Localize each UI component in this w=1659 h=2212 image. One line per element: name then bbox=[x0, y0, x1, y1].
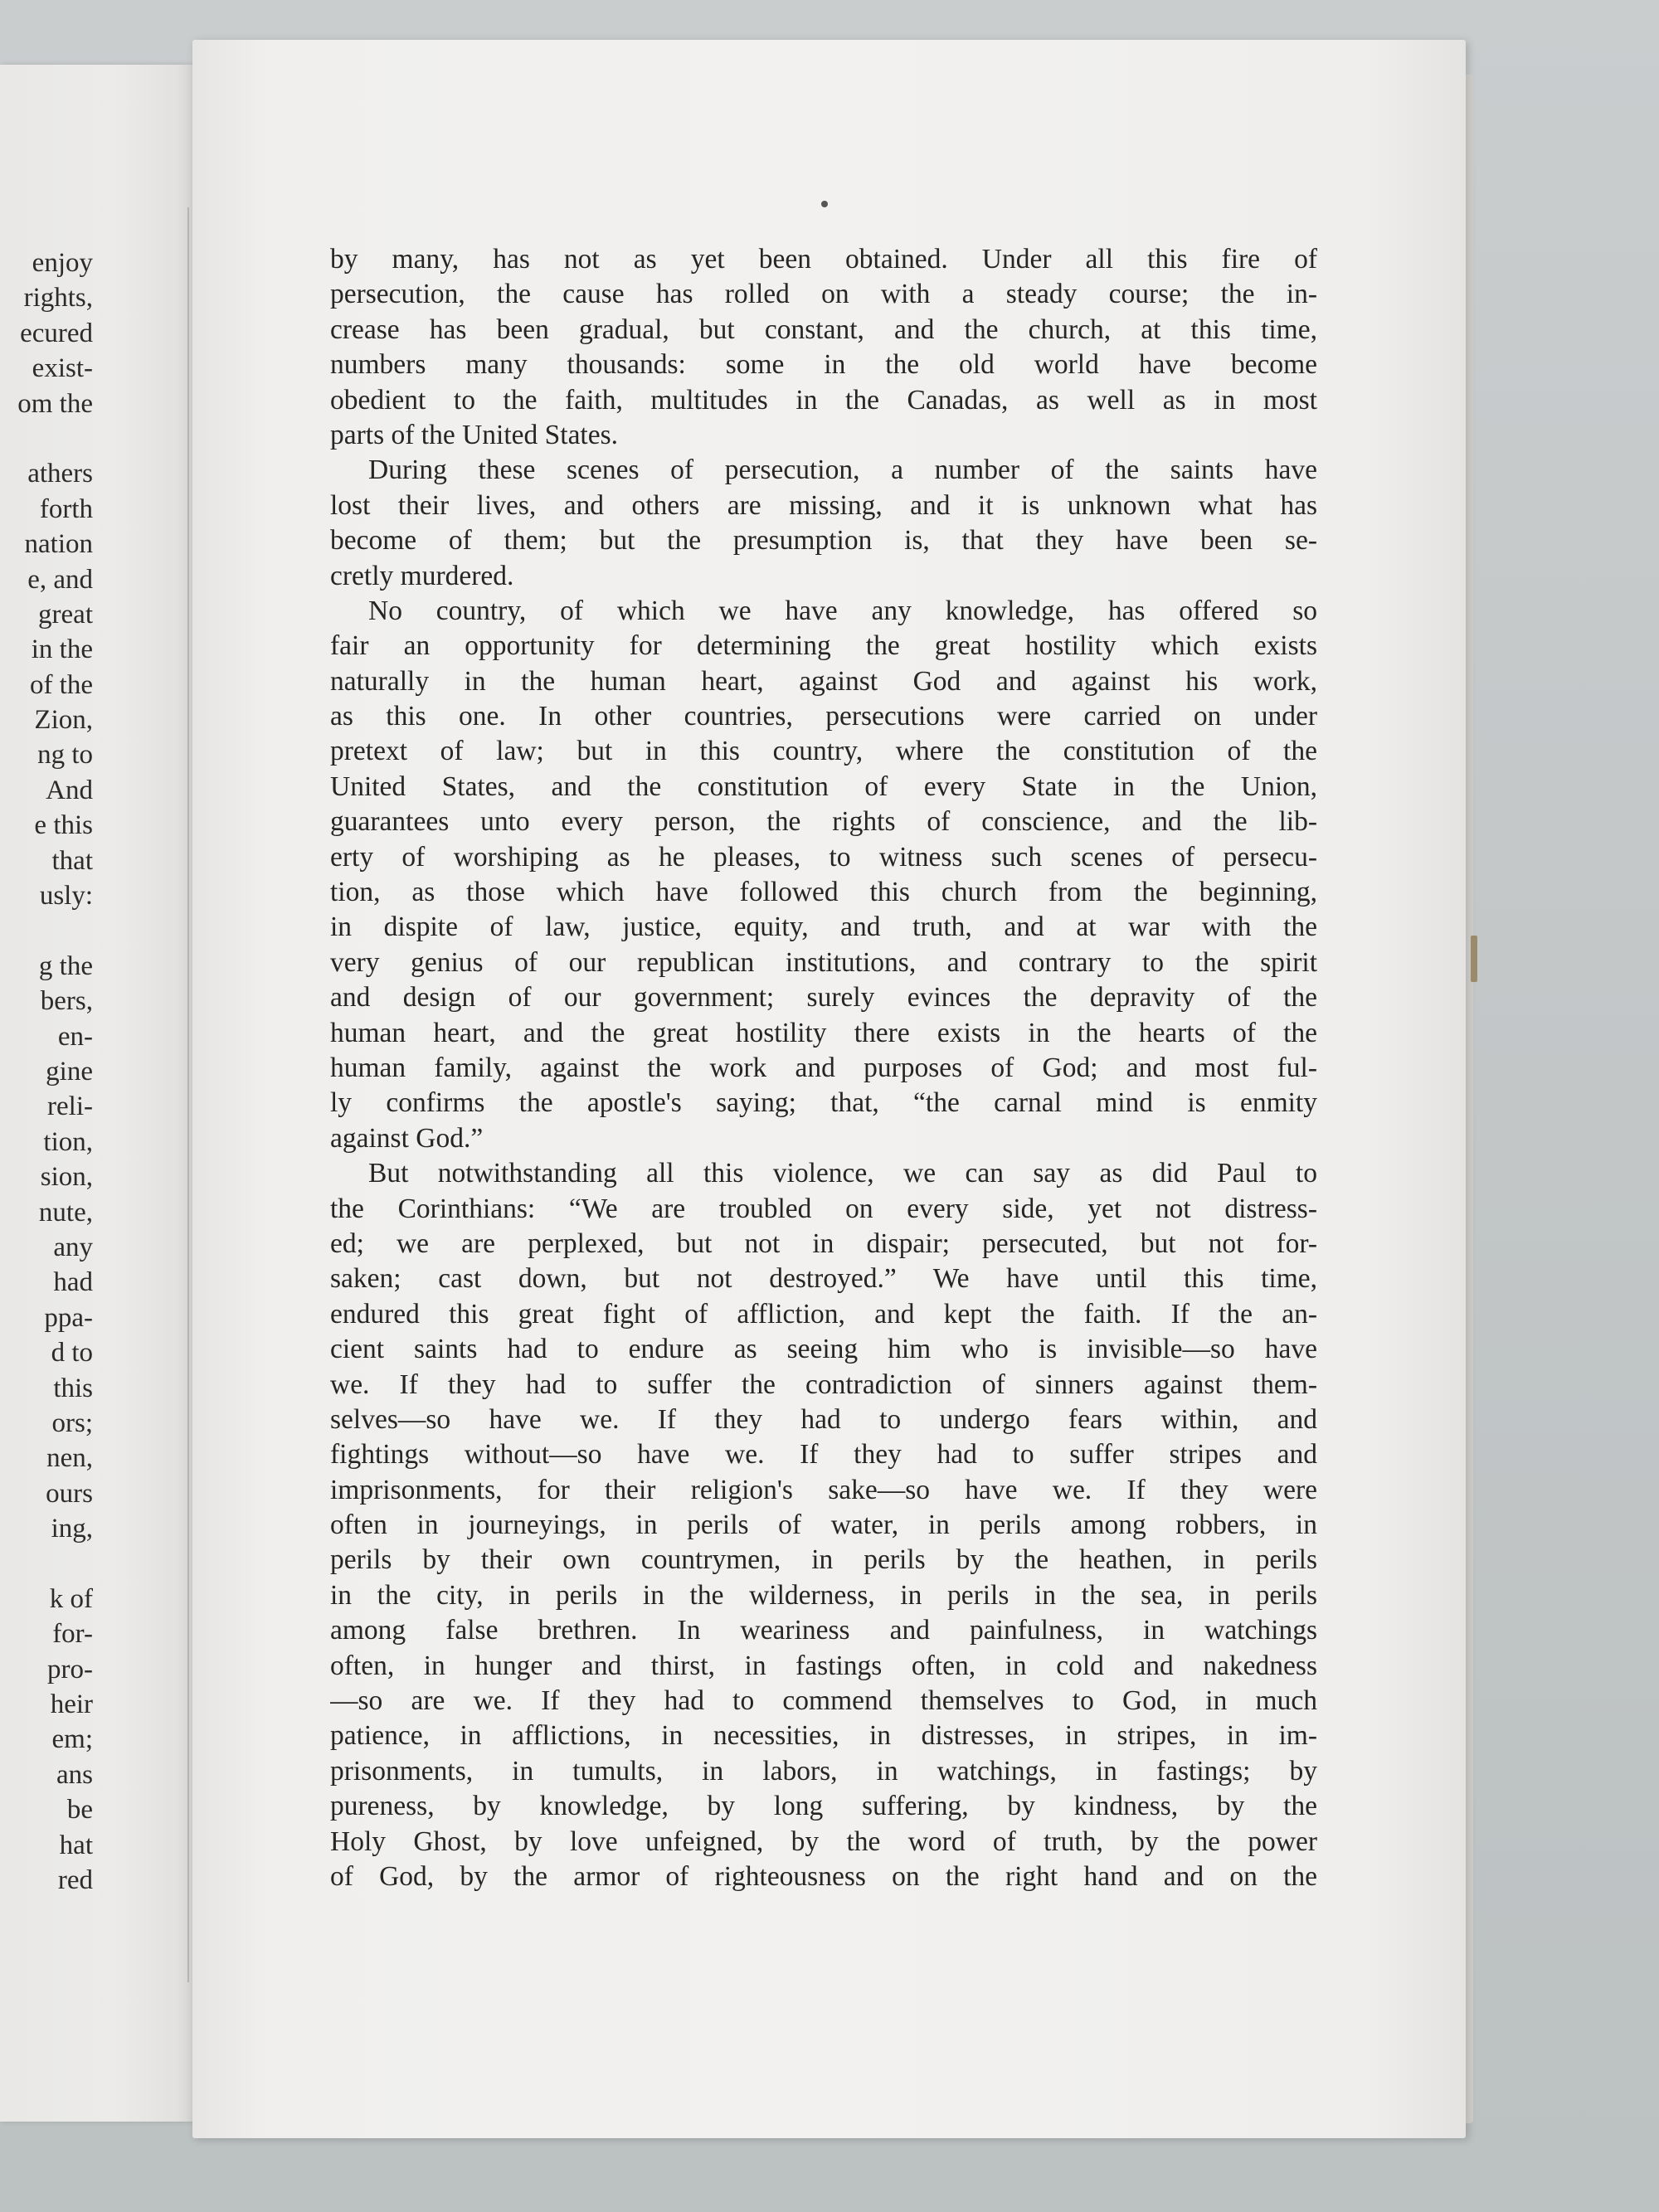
left-line: ors; bbox=[51, 1407, 93, 1438]
left-line: pro- bbox=[47, 1654, 93, 1685]
left-line: this bbox=[53, 1373, 93, 1403]
left-line: heir bbox=[50, 1689, 93, 1720]
text-line: by many, has not as yet been obtained. Under all this fire of bbox=[330, 244, 1317, 275]
text-line: cretly murdered. bbox=[330, 560, 514, 591]
text-line: crease has been gradual, but constant, and the church, at this time, bbox=[330, 314, 1317, 345]
left-page bbox=[0, 65, 192, 2122]
left-line: ing, bbox=[51, 1514, 93, 1544]
left-line: tion, bbox=[43, 1126, 93, 1157]
left-line: gine bbox=[46, 1056, 93, 1087]
left-line: had bbox=[53, 1267, 93, 1298]
text-line: parts of the United States. bbox=[330, 419, 619, 450]
left-line: Zion, bbox=[34, 705, 93, 736]
left-line: ours bbox=[46, 1478, 93, 1509]
text-line: very genius of our republican institutions, and contrary to the spirit bbox=[330, 946, 1317, 978]
left-line: g the bbox=[38, 950, 93, 981]
text-line: ly confirms the apostle's saying; that, “the carnal mind is enmity bbox=[330, 1087, 1317, 1119]
left-line: d to bbox=[51, 1338, 93, 1369]
text-line: human heart, and the great hostility there exists in the hearts of the bbox=[330, 1017, 1317, 1048]
left-line: be bbox=[66, 1795, 93, 1826]
text-line: guarantees unto every person, the rights of conscience, and the lib- bbox=[330, 806, 1317, 838]
text-line: ed; we are perplexed, but not in dispair; persecuted, but not for- bbox=[330, 1228, 1317, 1259]
text-line: fightings without—so have we. If they had to suffer stripes and bbox=[330, 1439, 1317, 1471]
left-line: e this bbox=[34, 810, 93, 841]
text-line: tion, as those which have followed this church from the beginning, bbox=[330, 877, 1317, 908]
left-line: nen, bbox=[46, 1443, 93, 1474]
left-line: rights, bbox=[23, 283, 93, 314]
text-line: endured this great fight of affliction, and kept the faith. If the an- bbox=[330, 1298, 1317, 1330]
left-line: that bbox=[51, 845, 93, 876]
book-gutter bbox=[187, 207, 189, 1982]
left-line: em; bbox=[51, 1724, 93, 1755]
text-line: often in journeyings, in perils of water, in perils among robbers, in bbox=[330, 1510, 1317, 1541]
left-line: exist- bbox=[32, 353, 93, 384]
left-line: ecured bbox=[20, 318, 93, 348]
text-line: saken; cast down, but not destroyed.” We have until this time, bbox=[330, 1263, 1317, 1295]
left-line: reli- bbox=[47, 1091, 93, 1122]
text-line: lost their lives, and others are missing, and it is unknown what has bbox=[330, 489, 1317, 521]
left-line: bers, bbox=[40, 986, 93, 1017]
text-line: become of them; but the presumption is, that they have been se- bbox=[330, 525, 1317, 557]
text-line: against God.” bbox=[330, 1122, 484, 1154]
text-line: persecution, the cause has rolled on with a steady course; the in- bbox=[330, 279, 1317, 310]
left-line: And bbox=[46, 775, 93, 805]
text-line: numbers many thousands: some in the old world have become bbox=[330, 349, 1317, 381]
text-line: United States, and the constitution of every State in the Union, bbox=[330, 771, 1317, 802]
left-line: hat bbox=[59, 1830, 93, 1860]
paragraph-gap bbox=[0, 421, 93, 456]
left-line: in the bbox=[31, 634, 93, 665]
text-line: During these scenes of persecution, a number of the saints have bbox=[368, 455, 1317, 486]
text-line: and design of our government; surely evinces the depravity of the bbox=[330, 982, 1317, 1014]
text-line: But notwithstanding all this violence, we can say as did Paul to bbox=[368, 1158, 1317, 1189]
text-line: the Corinthians: “We are troubled on every side, yet not distress- bbox=[330, 1193, 1317, 1224]
text-line: human family, against the work and purposes of God; and most ful- bbox=[330, 1052, 1317, 1083]
text-line: in the city, in perils in the wilderness, in perils in the sea, in perils bbox=[330, 1579, 1317, 1611]
printer-mark bbox=[821, 201, 828, 207]
left-line: of the bbox=[29, 669, 93, 700]
left-line: forth bbox=[39, 493, 93, 524]
text-line: perils by their own countrymen, in perils by the heathen, in perils bbox=[330, 1544, 1317, 1576]
text-line: selves—so have we. If they had to undergo fears within, and bbox=[330, 1403, 1317, 1435]
left-line: ans bbox=[56, 1759, 93, 1790]
text-line: among false brethren. In weariness and painfulness, in watchings bbox=[330, 1615, 1317, 1646]
left-line: e, and bbox=[27, 564, 93, 595]
text-line: Holy Ghost, by love unfeigned, by the word of truth, by the power bbox=[330, 1826, 1317, 1857]
binding-stain bbox=[1471, 936, 1477, 982]
paragraph-gap bbox=[0, 1546, 93, 1581]
left-line: for- bbox=[52, 1619, 93, 1650]
text-line: of God, by the armor of righteousness on the right hand and on the bbox=[330, 1860, 1317, 1892]
text-line: often, in hunger and thirst, in fastings often, in cold and nakedness bbox=[330, 1650, 1317, 1681]
left-line: any bbox=[53, 1232, 93, 1262]
text-line: No country, of which we have any knowledge, has offered so bbox=[368, 595, 1317, 626]
text-line: pureness, by knowledge, by long suffering, by kindness, by the bbox=[330, 1791, 1317, 1822]
left-line: ng to bbox=[37, 740, 93, 771]
text-line: imprisonments, for their religion's sake—so have we. If they were bbox=[330, 1474, 1317, 1505]
left-line: k of bbox=[49, 1583, 93, 1614]
left-line: ppa- bbox=[44, 1302, 93, 1333]
left-line: en- bbox=[57, 1021, 93, 1052]
left-line: athers bbox=[27, 459, 93, 489]
left-line: enjoy bbox=[32, 248, 93, 278]
right-page-text bbox=[330, 242, 1317, 1894]
text-line: we. If they had to suffer the contradiction of sinners against them- bbox=[330, 1369, 1317, 1400]
text-line: cient saints had to endure as seeing him who is invisible—so have bbox=[330, 1334, 1317, 1365]
text-line: in dispite of law, justice, equity, and truth, and at war with the bbox=[330, 912, 1317, 943]
text-line: pretext of law; but in this country, where the constitution of the bbox=[330, 736, 1317, 767]
left-line: om the bbox=[17, 388, 93, 419]
text-line: naturally in the human heart, against God and against his work, bbox=[330, 665, 1317, 697]
left-page-text bbox=[0, 246, 93, 1898]
left-line: nation bbox=[24, 529, 93, 560]
left-line: red bbox=[57, 1864, 93, 1895]
paragraph-gap bbox=[0, 913, 93, 948]
left-line: usly: bbox=[39, 881, 93, 912]
text-line: —so are we. If they had to commend themselves to God, in much bbox=[330, 1685, 1317, 1717]
text-line: erty of worshiping as he pleases, to witness such scenes of persecu- bbox=[330, 841, 1317, 873]
text-line: obedient to the faith, multitudes in the Canadas, as well as in most bbox=[330, 384, 1317, 416]
left-line: nute, bbox=[38, 1197, 93, 1228]
text-line: fair an opportunity for determining the great hostility which exists bbox=[330, 630, 1317, 662]
left-line: sion, bbox=[40, 1162, 93, 1193]
text-line: prisonments, in tumults, in labors, in watchings, in fastings; by bbox=[330, 1755, 1317, 1787]
text-line: as this one. In other countries, persecutions were carried on under bbox=[330, 701, 1317, 732]
left-line: great bbox=[38, 599, 93, 630]
text-line: patience, in afflictions, in necessities, in distresses, in stripes, in im- bbox=[330, 1720, 1317, 1752]
